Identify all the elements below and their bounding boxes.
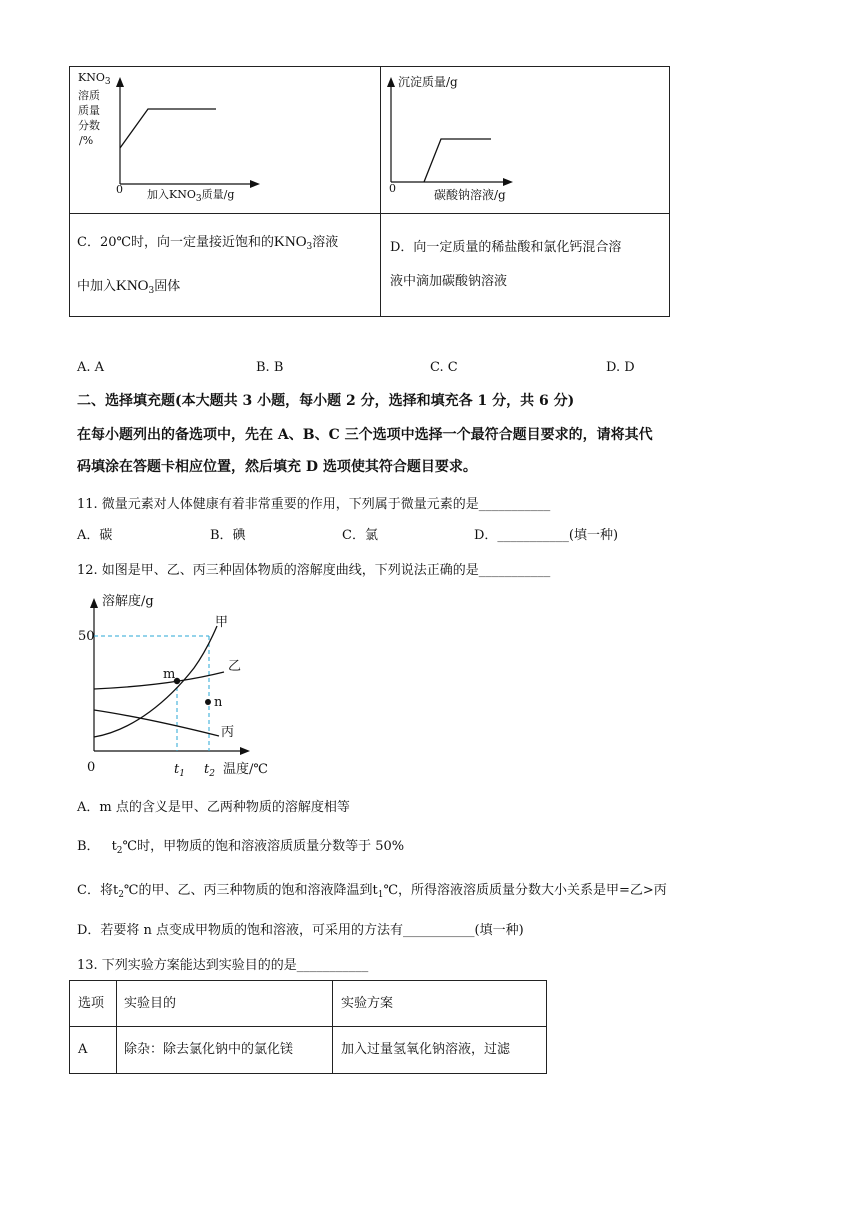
q11-option-d[interactable]: D．___________(填一种) — [474, 528, 619, 543]
chart-c-curve — [120, 109, 216, 148]
q13-header-plan: 实验方案 — [341, 996, 394, 1011]
chart-c-x-label: 加入$KNO_3$质量/g — [147, 188, 235, 204]
q12-point-n — [205, 699, 211, 705]
chart-d-x-label: 碳酸钠溶液/g — [434, 188, 506, 202]
q13-cell-option: A — [78, 1042, 88, 1057]
chart-d-curve — [424, 139, 491, 182]
q12-label-m: m — [163, 667, 176, 682]
chart-c-y-label-line: 质量 — [78, 104, 100, 117]
answer-choice-a[interactable]: A. A — [77, 360, 105, 375]
answer-choice-d[interactable]: D. D — [606, 360, 635, 375]
q12-label-n: n — [214, 695, 223, 710]
section2-instruction-line2: 码填涂在答题卡相应位置，然后填充 D 选项使其符合题目要求。 — [77, 459, 477, 475]
chart-d-origin: 0 — [389, 182, 396, 195]
answer-choice-b[interactable]: B. B — [256, 360, 284, 375]
option-d-line1: D．向一定质量的稀盐酸和氯化钙混合溶 — [390, 240, 622, 255]
q12-option-c[interactable]: C．将$t_2℃$的甲、乙、丙三种物质的饱和溶液降温到$t_1℃$，所得溶液溶质质量分数大小关系是甲=乙>丙 — [77, 883, 667, 900]
q13-cell-plan: 加入过量氢氧化钠溶液，过滤 — [341, 1042, 511, 1057]
option-c-line1: C．20℃时，向一定量接近饱和的$KNO_3$溶液 — [77, 234, 339, 252]
q13-cell-purpose: 除杂：除去氯化钠中的氯化镁 — [124, 1042, 294, 1057]
q12-label-bing: 丙 — [221, 725, 235, 740]
q12-y-label: 溶解度/g — [102, 594, 154, 609]
q11-option-c[interactable]: C．氯 — [342, 528, 378, 543]
chart-d-y-label: 沉淀质量/g — [398, 75, 458, 89]
chart-c-y-label-line: /% — [79, 134, 94, 147]
q13-stem: 13. 下列实验方案能达到实验目的的是___________ — [77, 958, 369, 973]
chart-c-origin: 0 — [116, 183, 123, 196]
q12-y-arrow — [90, 598, 98, 608]
chart-d-y-arrow — [387, 77, 395, 87]
section2-heading: 二、选择填充题(本大题共 3 小题，每小题 2 分，选择和填充各 1 分，共 6 分) — [77, 393, 575, 409]
q12-y-tick-50: 50 — [78, 629, 95, 644]
q12-x-arrow — [240, 747, 250, 755]
q12-origin: 0 — [87, 760, 96, 775]
q12-curve-jia — [94, 626, 217, 737]
q12-option-a[interactable]: A．m 点的含义是甲、乙两种物质的溶解度相等 — [77, 800, 350, 815]
q12-curve-yi — [94, 672, 224, 689]
section2-instruction-line1: 在每小题列出的备选项中，先在 A、B、C 三个选项中选择一个最符合题目要求的，请将其代 — [77, 427, 653, 443]
table-row-divider — [69, 213, 669, 214]
q13-header-purpose: 实验目的 — [124, 996, 177, 1011]
q12-x-tick-t2: $t_2$ — [204, 762, 215, 779]
q12-x-tick-t1: $t_1$ — [174, 762, 185, 779]
answer-choice-c[interactable]: C. C — [430, 360, 458, 375]
option-d-line2: 液中滴加碳酸钠溶液 — [390, 274, 508, 289]
q11-option-a[interactable]: A．碳 — [77, 528, 113, 543]
chart-d-x-arrow — [503, 178, 513, 186]
option-c-line2: 中加入$KNO_3$固体 — [77, 278, 181, 296]
q12-label-yi: 乙 — [228, 659, 242, 674]
q12-x-label: 温度/℃ — [223, 762, 268, 777]
q12-option-d[interactable]: D．若要将 n 点变成甲物质的饱和溶液，可采用的方法有___________(填一种) — [77, 923, 524, 938]
q12-solubility-chart — [74, 590, 284, 782]
q13-row-divider — [69, 1026, 546, 1027]
chart-c-x-arrow — [250, 180, 260, 188]
q13-header-option: 选项 — [78, 996, 105, 1011]
q12-stem: 12. 如图是甲、乙、丙三种固体物质的溶解度曲线，下列说法正确的是___________ — [77, 563, 551, 578]
chart-c-y-label: $KNO_3$ — [78, 71, 111, 87]
chart-c-y-label-line: 分数 — [78, 119, 100, 132]
q12-option-b[interactable]: B． $t_2℃$时，甲物质的饱和溶液溶质质量分数等于 50% — [77, 839, 405, 856]
chart-c-y-label-line: 溶质 — [78, 89, 100, 102]
q11-option-b[interactable]: B．碘 — [210, 528, 246, 543]
q12-label-jia: 甲 — [215, 615, 229, 630]
q11-stem: 11. 微量元素对人体健康有着非常重要的作用，下列属于微量元素的是___________ — [77, 497, 551, 512]
chart-c-y-arrow — [116, 77, 124, 87]
